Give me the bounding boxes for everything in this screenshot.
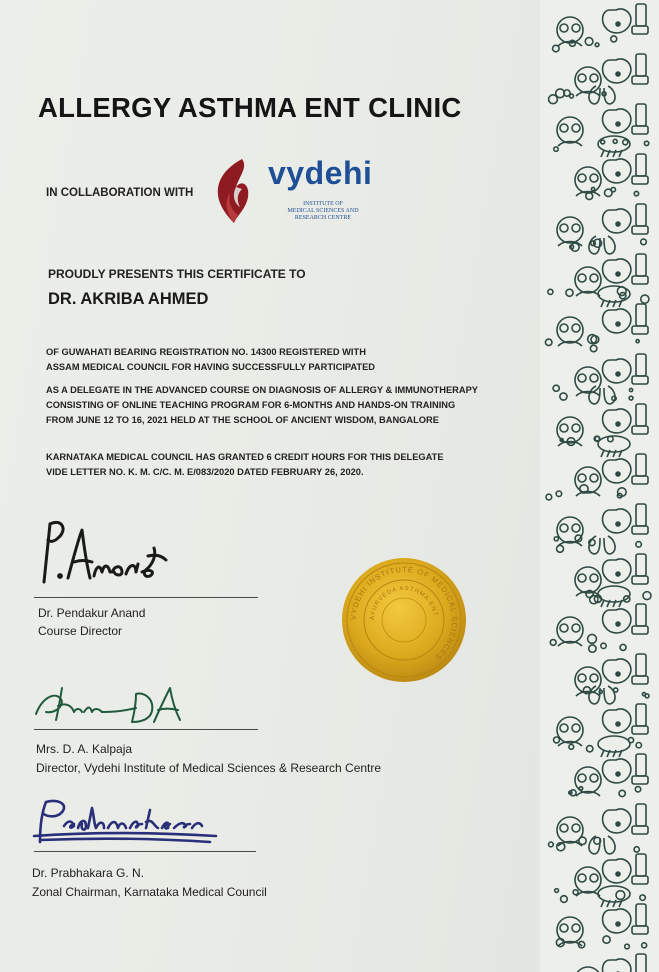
dust-mite-doodle bbox=[598, 736, 630, 752]
vydehi-subtitle-line: RESEARCH CENTRE bbox=[294, 215, 352, 221]
pollen-doodle bbox=[553, 45, 560, 52]
dog-nose-doodle bbox=[616, 22, 620, 26]
glasses-doodle bbox=[572, 924, 580, 932]
glasses-doodle bbox=[572, 324, 580, 332]
dog-nose-doodle bbox=[616, 222, 620, 226]
pollen-doodle bbox=[601, 140, 605, 144]
glasses-doodle bbox=[578, 474, 586, 482]
vydehi-wordmark: vydehi bbox=[268, 155, 373, 191]
glasses-doodle bbox=[578, 574, 586, 582]
glasses-doodle bbox=[560, 924, 568, 932]
dog-doodle bbox=[603, 459, 631, 483]
inhaler-doodle bbox=[632, 776, 648, 784]
seal-ring-text: VYDEHI INSTITUTE OF MEDICAL SCIENCES bbox=[348, 564, 460, 663]
pollen-doodle bbox=[601, 643, 606, 648]
glasses-doodle bbox=[590, 174, 598, 182]
inhaler-doodle bbox=[632, 76, 648, 84]
glasses-doodle bbox=[560, 224, 568, 232]
dust-mite-doodle bbox=[598, 436, 630, 452]
dog-doodle bbox=[603, 109, 631, 133]
dog-nose-doodle bbox=[616, 122, 620, 126]
vydehi-subtitle bbox=[268, 201, 378, 222]
allergy-doodle-pattern-icon bbox=[540, 0, 659, 972]
lungs-doodle bbox=[589, 686, 615, 704]
pollen-doodle bbox=[635, 787, 640, 792]
flame-logo-icon bbox=[212, 157, 256, 225]
signature-anand-icon bbox=[38, 516, 178, 586]
inhaler-doodle bbox=[636, 404, 646, 426]
glasses-doodle bbox=[560, 124, 568, 132]
collaboration-label: IN COLLABORATION WITH bbox=[46, 187, 194, 199]
glasses-doodle bbox=[590, 474, 598, 482]
pollen-doodle bbox=[557, 545, 564, 552]
pollen-doodle bbox=[550, 640, 556, 646]
pollen-doodle bbox=[590, 345, 597, 352]
registration-paragraph bbox=[46, 345, 375, 375]
glasses-doodle bbox=[590, 874, 598, 882]
pollen-doodle bbox=[640, 895, 645, 900]
signature-prabhakara-icon bbox=[30, 796, 220, 848]
inhaler-doodle bbox=[632, 726, 648, 734]
dog-nose-doodle bbox=[616, 922, 620, 926]
paragraph-line: FROM JUNE 12 TO 16, 2021 HELD AT THE SCHOOL OF ANCIENT WISDOM, BANGALORE bbox=[46, 415, 439, 425]
glasses-doodle bbox=[560, 724, 568, 732]
pollen-doodle bbox=[603, 936, 610, 943]
glasses-doodle bbox=[572, 124, 580, 132]
inhaler-doodle bbox=[632, 326, 648, 334]
glasses-doodle bbox=[578, 374, 586, 382]
inhaler-doodle bbox=[632, 626, 648, 634]
glasses-doodle bbox=[578, 674, 586, 682]
dog-doodle bbox=[603, 709, 631, 733]
dust-mite-leg-doodle bbox=[613, 300, 616, 307]
glasses-doodle bbox=[590, 274, 598, 282]
glasses-doodle bbox=[572, 424, 580, 432]
credit-paragraph bbox=[46, 450, 444, 480]
glasses-doodle bbox=[560, 524, 568, 532]
dog-doodle bbox=[603, 9, 631, 33]
dog-nose-doodle bbox=[616, 522, 620, 526]
inhaler-doodle bbox=[636, 4, 646, 26]
dog-doodle bbox=[603, 409, 631, 433]
dust-mite-doodle bbox=[598, 586, 630, 602]
signature-line bbox=[34, 597, 258, 598]
dust-mite-leg-doodle bbox=[601, 150, 604, 157]
dog-nose-doodle bbox=[616, 322, 620, 326]
pollen-doodle bbox=[616, 891, 625, 900]
inhaler-doodle bbox=[632, 226, 648, 234]
pollen-doodle bbox=[642, 943, 647, 948]
pollen-doodle bbox=[561, 896, 568, 903]
paragraph-line: OF GUWAHATI BEARING REGISTRATION NO. 14300 REGISTERED WITH bbox=[46, 347, 366, 357]
inhaler-doodle bbox=[636, 554, 646, 576]
pollen-doodle bbox=[556, 491, 561, 496]
pollen-doodle bbox=[644, 141, 648, 145]
inhaler-doodle bbox=[636, 354, 646, 376]
paragraph-line: AS A DELEGATE IN THE ADVANCED COURSE ON DIAGNOSIS OF ALLERGY & IMMUNOTHERAPY bbox=[46, 385, 478, 395]
pollen-doodle bbox=[546, 494, 552, 500]
inhaler-doodle bbox=[636, 104, 646, 126]
dog-nose-doodle bbox=[616, 622, 620, 626]
dust-mite-leg-doodle bbox=[601, 900, 604, 907]
pollen-doodle bbox=[588, 634, 597, 643]
inhaler-doodle bbox=[632, 676, 648, 684]
dog-doodle bbox=[603, 809, 631, 833]
pollen-doodle bbox=[642, 693, 645, 696]
inhaler-doodle bbox=[632, 826, 648, 834]
dust-mite-leg-doodle bbox=[601, 300, 604, 307]
inhaler-doodle bbox=[632, 526, 648, 534]
dog-doodle bbox=[603, 259, 631, 283]
pollen-doodle bbox=[623, 140, 628, 145]
glasses-doodle bbox=[572, 624, 580, 632]
dust-mite-leg-doodle bbox=[613, 450, 616, 457]
inhaler-doodle bbox=[636, 904, 646, 926]
doctor-face-doodle bbox=[575, 967, 601, 972]
dog-nose-doodle bbox=[616, 772, 620, 776]
inhaler-doodle bbox=[636, 304, 646, 326]
dog-nose-doodle bbox=[616, 822, 620, 826]
pollen-doodle bbox=[566, 289, 573, 296]
vydehi-subtitle-line: MEDICAL SCIENCES AND bbox=[287, 208, 359, 214]
glasses-doodle bbox=[560, 424, 568, 432]
glasses-doodle bbox=[572, 524, 580, 532]
pollen-doodle bbox=[553, 385, 559, 391]
dog-doodle bbox=[603, 159, 631, 183]
glasses-doodle bbox=[590, 674, 598, 682]
paragraph-line: ASSAM MEDICAL COUNCIL FOR HAVING SUCCESSFULLY PARTICIPATED bbox=[46, 362, 376, 372]
pollen-doodle bbox=[554, 537, 558, 541]
presents-text: PROUDLY PRESENTS THIS CERTIFICATE TO bbox=[48, 267, 306, 281]
dust-mite-leg-doodle bbox=[613, 150, 616, 157]
dog-doodle bbox=[603, 659, 631, 683]
dog-nose-doodle bbox=[616, 722, 620, 726]
pollen-doodle bbox=[586, 193, 593, 200]
pollen-doodle bbox=[634, 847, 639, 852]
pollen-doodle bbox=[554, 147, 558, 151]
inhaler-doodle bbox=[636, 654, 646, 676]
dust-mite-leg-doodle bbox=[601, 450, 604, 457]
signature-line bbox=[34, 729, 258, 730]
inhaler-doodle bbox=[632, 126, 648, 134]
glasses-doodle bbox=[572, 724, 580, 732]
inhaler-doodle bbox=[636, 254, 646, 276]
inhaler-doodle bbox=[632, 276, 648, 284]
dog-doodle bbox=[603, 559, 631, 583]
glasses-doodle bbox=[572, 24, 580, 32]
pollen-doodle bbox=[585, 38, 593, 46]
dog-nose-doodle bbox=[616, 422, 620, 426]
glasses-doodle bbox=[578, 74, 586, 82]
inhaler-doodle bbox=[636, 454, 646, 476]
inhaler-doodle bbox=[636, 754, 646, 776]
pollen-doodle bbox=[589, 645, 596, 652]
inhaler-doodle bbox=[636, 54, 646, 76]
dog-nose-doodle bbox=[616, 672, 620, 676]
pollen-doodle bbox=[634, 191, 638, 195]
inhaler-doodle bbox=[636, 504, 646, 526]
glasses-doodle bbox=[590, 374, 598, 382]
signatory-name: Mrs. D. A. Kalpaja bbox=[36, 742, 133, 756]
pollen-doodle bbox=[636, 743, 641, 748]
inhaler-doodle bbox=[632, 426, 648, 434]
inhaler-doodle bbox=[636, 954, 646, 972]
dog-nose-doodle bbox=[616, 272, 620, 276]
lungs-doodle bbox=[589, 386, 615, 404]
pollen-doodle bbox=[571, 243, 579, 251]
signatory-title: Zonal Chairman, Karnataka Medical Council bbox=[32, 885, 267, 899]
decorative-border-pattern bbox=[540, 0, 659, 972]
inhaler-doodle bbox=[632, 476, 648, 484]
dog-nose-doodle bbox=[616, 372, 620, 376]
dog-doodle bbox=[603, 609, 631, 633]
certificate-title: ALLERGY ASTHMA ENT CLINIC bbox=[38, 92, 462, 123]
dust-mite-leg-doodle bbox=[613, 900, 616, 907]
pollen-doodle bbox=[579, 787, 582, 790]
pollen-doodle bbox=[587, 746, 593, 752]
inhaler-doodle bbox=[636, 154, 646, 176]
dog-doodle bbox=[603, 509, 631, 533]
glasses-doodle bbox=[590, 74, 598, 82]
pollen-doodle bbox=[579, 837, 586, 844]
dog-nose-doodle bbox=[616, 572, 620, 576]
glasses-doodle bbox=[578, 874, 586, 882]
dust-mite-leg-doodle bbox=[601, 750, 604, 757]
pollen-doodle bbox=[611, 187, 615, 191]
inhaler-doodle bbox=[632, 176, 648, 184]
dog-nose-doodle bbox=[616, 472, 620, 476]
pollen-doodle bbox=[591, 187, 594, 190]
signature-line bbox=[34, 851, 256, 852]
inhaler-doodle bbox=[632, 576, 648, 584]
pollen-doodle bbox=[595, 43, 599, 47]
pollen-doodle bbox=[620, 644, 626, 650]
recipient-name: DR. AKRIBA AHMED bbox=[48, 290, 209, 308]
dog-doodle bbox=[603, 859, 631, 883]
inhaler-doodle bbox=[636, 854, 646, 876]
glasses-doodle bbox=[560, 824, 568, 832]
signature-kalpaja-icon bbox=[32, 678, 182, 728]
pollen-doodle bbox=[619, 790, 625, 796]
inhaler-doodle bbox=[632, 26, 648, 34]
lungs-doodle bbox=[589, 836, 615, 854]
pollen-doodle bbox=[611, 36, 617, 42]
pollen-doodle bbox=[641, 239, 647, 245]
glasses-doodle bbox=[560, 24, 568, 32]
vydehi-subtitle-line: INSTITUTE OF bbox=[303, 201, 343, 207]
inhaler-doodle bbox=[636, 804, 646, 826]
glasses-doodle bbox=[572, 224, 580, 232]
pollen-doodle bbox=[549, 842, 554, 847]
glasses-doodle bbox=[590, 774, 598, 782]
dog-doodle bbox=[603, 759, 631, 783]
inhaler-doodle bbox=[632, 926, 648, 934]
dog-nose-doodle bbox=[616, 172, 620, 176]
signatory-name: Dr. Prabhakara G. N. bbox=[32, 866, 145, 880]
dog-doodle bbox=[603, 909, 631, 933]
vydehi-logo bbox=[208, 155, 378, 230]
pollen-doodle bbox=[625, 944, 630, 949]
signatory-name: Dr. Pendakur Anand bbox=[38, 606, 146, 620]
paragraph-line: KARNATAKA MEDICAL COUNCIL HAS GRANTED 6 CREDIT HOURS FOR THIS DELEGATE bbox=[46, 452, 444, 462]
glasses-doodle bbox=[560, 324, 568, 332]
pollen-doodle bbox=[573, 890, 578, 895]
glasses-doodle bbox=[590, 574, 598, 582]
pollen-doodle bbox=[643, 592, 651, 600]
inhaler-doodle bbox=[636, 604, 646, 626]
signatory-title: Course Director bbox=[38, 624, 123, 638]
pollen-doodle bbox=[629, 396, 633, 400]
pollen-doodle bbox=[554, 737, 560, 743]
pollen-doodle bbox=[545, 339, 552, 346]
pollen-doodle bbox=[629, 388, 632, 391]
paragraph-line: CONSISTING OF ONLINE TEACHING PROGRAM FOR 6-MONTHS AND HANDS-ON TRAINING bbox=[46, 400, 456, 410]
paragraph-line: VIDE LETTER NO. K. M. C/C. M. E/083/2020 DATED FEBRUARY 26, 2020. bbox=[46, 467, 364, 477]
pollen-doodle bbox=[613, 139, 617, 143]
inhaler-doodle bbox=[636, 704, 646, 726]
inhaler-doodle bbox=[632, 376, 648, 384]
inhaler-doodle bbox=[636, 204, 646, 226]
glasses-doodle bbox=[578, 774, 586, 782]
dust-mite-leg-doodle bbox=[613, 750, 616, 757]
dog-doodle bbox=[603, 209, 631, 233]
dust-mite-leg-doodle bbox=[613, 600, 616, 607]
dog-doodle bbox=[603, 959, 631, 972]
seal-inner-text: AYURVEDA ASTHMA ENT bbox=[369, 585, 438, 621]
glasses-doodle bbox=[572, 824, 580, 832]
glasses-doodle bbox=[578, 174, 586, 182]
pollen-doodle bbox=[560, 393, 567, 400]
dog-doodle bbox=[603, 59, 631, 83]
pollen-doodle bbox=[548, 289, 553, 294]
gold-seal-icon bbox=[340, 555, 468, 685]
inhaler-doodle bbox=[632, 876, 648, 884]
dog-doodle bbox=[603, 359, 631, 383]
dog-doodle bbox=[603, 309, 631, 333]
signatory-title: Director, Vydehi Institute of Medical Sciences & Research Centre bbox=[36, 761, 382, 775]
glasses-doodle bbox=[560, 624, 568, 632]
glasses-doodle bbox=[578, 274, 586, 282]
pollen-doodle bbox=[636, 542, 642, 548]
dog-nose-doodle bbox=[616, 72, 620, 76]
pollen-doodle bbox=[636, 340, 639, 343]
dog-nose-doodle bbox=[616, 872, 620, 876]
course-paragraph bbox=[46, 383, 478, 428]
pollen-doodle bbox=[569, 744, 574, 749]
pollen-doodle bbox=[555, 889, 559, 893]
pollen-doodle bbox=[641, 295, 649, 303]
